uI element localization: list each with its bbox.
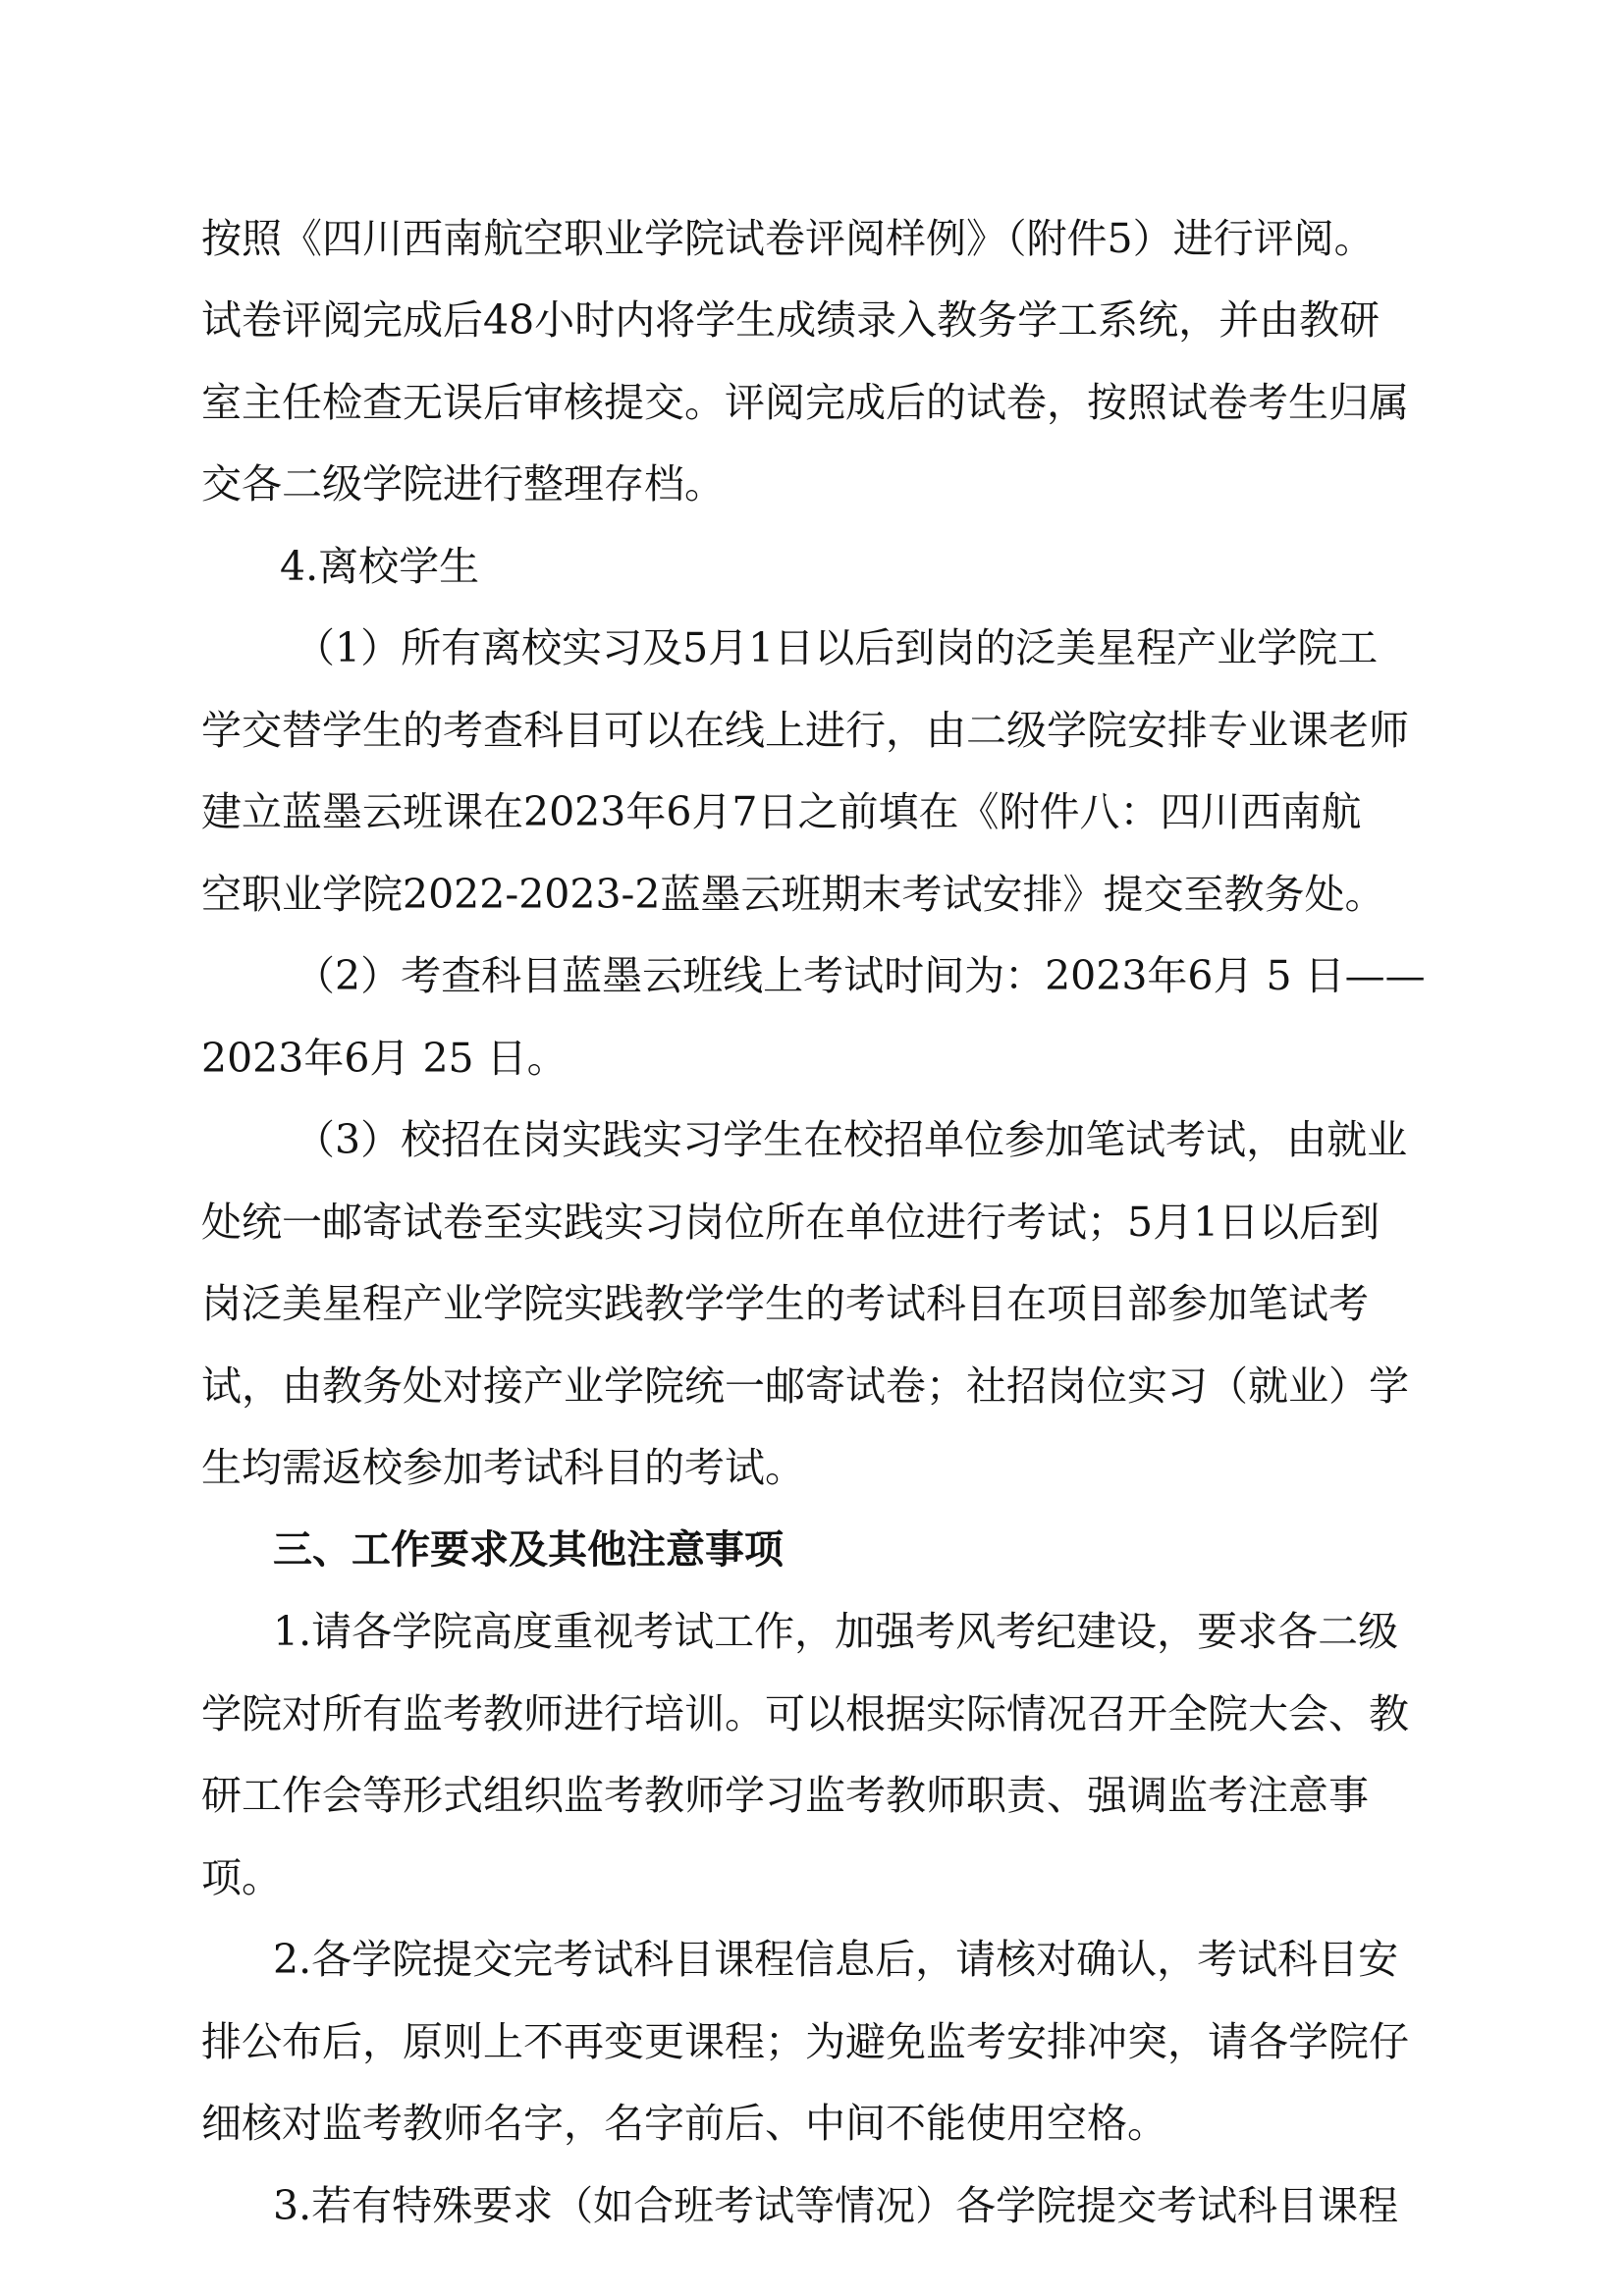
text-line: 室主任检查无误后审核提交。评阅完成后的试卷，按照试卷考生归属 bbox=[201, 379, 1409, 426]
text-line: 岗泛美星程产业学院实践教学学生的考试科目在项目部参加笔试考 bbox=[201, 1280, 1369, 1327]
text-line: 试，由教务处对接产业学院统一邮寄试卷；社招岗位实习（就业）学 bbox=[201, 1362, 1409, 1410]
text-line: 建立蓝墨云班课在2023年6月7日之前填在《附件八：四川西南航 bbox=[201, 788, 1362, 835]
text-line: 按照《四川西南航空职业学院试卷评阅样例》（附件5）进行评阅。 bbox=[201, 215, 1375, 262]
text-line: 研工作会等形式组织监考教师学习监考教师职责、强调监考注意事 bbox=[201, 1772, 1369, 1819]
text-line: （2）考查科目蓝墨云班线上考试时间为：2023年6月 5 日—— bbox=[295, 952, 1426, 999]
text-line: 处统一邮寄试卷至实践实习岗位所在单位进行考试；5月1日以后到 bbox=[201, 1199, 1380, 1246]
text-line: 空职业学院2022-2023-2蓝墨云班期末考试安排》提交至教务处。 bbox=[201, 871, 1385, 918]
text-line: 细核对监考教师名字，名字前后、中间不能使用空格。 bbox=[201, 2100, 1167, 2147]
text-line: 学院对所有监考教师进行培训。可以根据实际情况召开全院大会、教 bbox=[201, 1690, 1409, 1737]
text-line: （1）所有离校实习及5月1日以后到岗的泛美星程产业学院工 bbox=[295, 624, 1379, 671]
text-line: 3.若有特殊要求（如合班考试等情况）各学院提交考试科目课程 bbox=[273, 2182, 1399, 2229]
section-subheading: 4.离校学生 bbox=[280, 543, 480, 590]
text-line: 1.请各学院高度重视考试工作，加强考风考纪建设，要求各二级 bbox=[273, 1608, 1399, 1655]
text-line: 2.各学院提交完考试科目课程信息后，请核对确认，考试科目安 bbox=[273, 1936, 1399, 1983]
text-line: 交各二级学院进行整理存档。 bbox=[201, 460, 725, 507]
text-line: 学交替学生的考查科目可以在线上进行，由二级学院安排专业课老师 bbox=[201, 707, 1409, 754]
text-line: 试卷评阅完成后48小时内将学生成绩录入教务学工系统，并由教研 bbox=[201, 296, 1380, 344]
text-line: 生均需返校参加考试科目的考试。 bbox=[201, 1444, 805, 1491]
text-line: 项。 bbox=[201, 1854, 282, 1901]
text-line: 排公布后，原则上不再变更课程；为避免监考安排冲突，请各学院仔 bbox=[201, 2018, 1409, 2065]
text-line: （3）校招在岗实践实习学生在校招单位参加笔试考试，由就业 bbox=[295, 1116, 1408, 1163]
section-heading: 三、工作要求及其他注意事项 bbox=[273, 1527, 784, 1573]
text-line: 2023年6月 25 日。 bbox=[201, 1035, 568, 1082]
